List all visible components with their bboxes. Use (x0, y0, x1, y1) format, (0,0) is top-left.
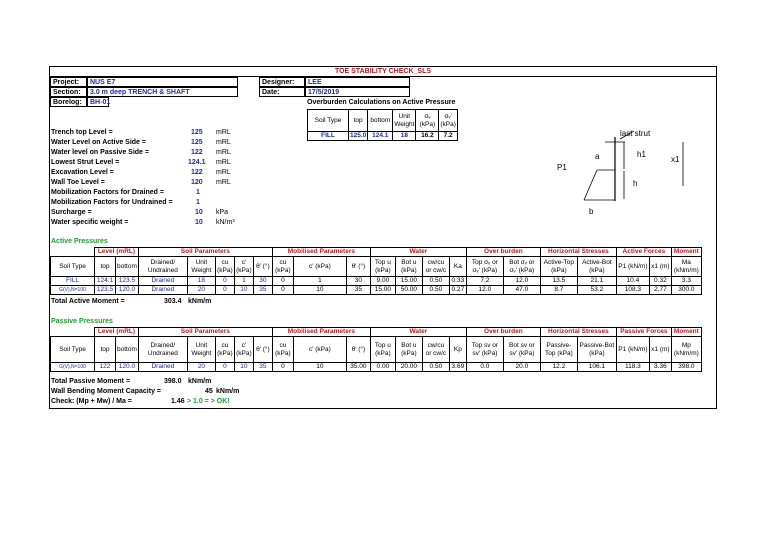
cell: 0.32 (649, 277, 671, 286)
col-header: Bot sv or sv' (kPa) (503, 337, 540, 363)
cell: G(V),N=100 (51, 363, 95, 372)
param-value: 1 (196, 199, 200, 206)
wall-capacity-value: 45 (205, 388, 213, 395)
param-label: Trench top Level = (51, 129, 113, 136)
cell: 3.3 (671, 277, 701, 286)
last-strut-label: last strut (620, 129, 651, 138)
cell: FILL (51, 277, 95, 286)
col-header: Active-Top (kPa) (540, 257, 577, 277)
group-header: Soil Parameters (138, 248, 272, 257)
b-label: b (589, 207, 594, 216)
cell: 0.0 (466, 363, 503, 372)
cell: 120.0 (116, 286, 139, 295)
param-value: 125 (191, 129, 203, 136)
col-header: Passive-Bot (kPa) (577, 337, 616, 363)
cell: 0 (215, 286, 234, 295)
group-header: Mobilised Parameters (272, 328, 370, 337)
col-header: Active-Bot (kPa) (577, 257, 616, 277)
cell: 108.3 (616, 286, 649, 295)
col-header: c' (kPa) (293, 337, 346, 363)
col-header: Ma (kNm/m) (671, 257, 701, 277)
param-label: Water specific weight = (51, 219, 129, 226)
col-header: cu (kPa) (215, 337, 234, 363)
col-header: Bot u (kPa) (395, 337, 422, 363)
cell: 2.77 (649, 286, 671, 295)
cell: 13.5 (540, 277, 577, 286)
cell: 12.0 (466, 286, 503, 295)
check-value: 1.46 (171, 398, 185, 405)
col-header: c' (kPa) (234, 337, 253, 363)
col-header: top (349, 110, 368, 132)
param-unit: mRL (216, 159, 231, 166)
col-header: σᵥ' (kPa) (439, 110, 458, 132)
param-unit: mRL (216, 139, 231, 146)
col-header: Top u (kPa) (370, 257, 395, 277)
cell: 124.1 (368, 132, 393, 141)
cell: 16.2 (416, 132, 439, 141)
col-header: x1 (m) (649, 337, 671, 363)
group-header: Level (mRL) (95, 248, 139, 257)
h-label: h (633, 179, 638, 188)
col-header: Top u (kPa) (370, 337, 395, 363)
cell: 35.00 (346, 363, 370, 372)
cell: Drained (138, 277, 187, 286)
cell: 0 (215, 363, 234, 372)
cell: 0.50 (422, 286, 449, 295)
col-header: Soil Type (51, 337, 95, 363)
cell: 118.3 (616, 363, 649, 372)
cell: 47.0 (503, 286, 540, 295)
cell: 10.4 (616, 277, 649, 286)
group-header: Moment (671, 248, 701, 257)
col-header: Kp (449, 337, 466, 363)
cell: 0 (272, 286, 293, 295)
cell: 10 (234, 363, 253, 372)
param-value: 125 (191, 139, 203, 146)
col-header: Soil Type (51, 257, 95, 277)
col-header: Unit Weight (187, 337, 215, 363)
cell: 106.1 (577, 363, 616, 372)
cell: 0 (272, 277, 293, 286)
x1-label: x1 (671, 155, 680, 164)
col-header: P1 (kN/m) (616, 337, 649, 363)
col-header: σᵥ (kPa) (416, 110, 439, 132)
passive-section-title: Passive Pressures (51, 318, 113, 325)
cell: 18 (187, 277, 215, 286)
col-header: Bot u (kPa) (395, 257, 422, 277)
col-header: Top sv or sv' (kPa) (466, 337, 503, 363)
section-label: Section: (50, 87, 87, 97)
col-header: c' (kPa) (293, 257, 346, 277)
col-header: θ' (°) (253, 337, 272, 363)
param-unit: mRL (216, 169, 231, 176)
cell: 300.0 (671, 286, 701, 295)
group-header: Soil Parameters (138, 328, 272, 337)
param-label: Mobilization Factors for Undrained = (51, 199, 173, 206)
group-header: Water (370, 248, 466, 257)
param-value: 10 (195, 209, 203, 216)
cell: 21.1 (577, 277, 616, 286)
col-header: P1 (kN/m) (616, 257, 649, 277)
check-result: > 1.0 = > OK! (187, 398, 230, 405)
col-header: x1 (m) (649, 257, 671, 277)
param-unit: kN/m³ (216, 219, 235, 226)
col-header: Drained/ Undrained (138, 337, 187, 363)
cell: 3.69 (449, 363, 466, 372)
param-label: Mobilization Factors for Drained = (51, 189, 164, 196)
cell: 0 (215, 277, 234, 286)
cell: 0.33 (449, 277, 466, 286)
col-header: top (95, 337, 116, 363)
cell: 0.00 (370, 363, 395, 372)
borelog-label: Borelog: (50, 97, 87, 107)
group-header: Moment (671, 328, 701, 337)
cell: 18 (393, 132, 416, 141)
group-header: Over burden (466, 328, 540, 337)
col-header: Drained/ Undrained (138, 257, 187, 277)
col-header: Bot σᵥ or σᵥ' (kPa) (503, 257, 540, 277)
col-header: bottom (368, 110, 393, 132)
cell: 20 (187, 286, 215, 295)
cell: 50.00 (395, 286, 422, 295)
param-value: 120 (191, 179, 203, 186)
total-passive-value: 398.0 (164, 378, 182, 385)
cell: 0.50 (422, 277, 449, 286)
group-header: Active Forces (616, 248, 671, 257)
cell: 123.5 (116, 277, 139, 286)
group-header: Level (mRL) (95, 328, 139, 337)
col-header: cu (kPa) (272, 337, 293, 363)
cell: 0 (272, 363, 293, 372)
active-table (50, 247, 702, 295)
calculation-sheet (49, 66, 717, 409)
param-unit: mRL (216, 149, 231, 156)
col-header: Top σᵥ or σᵥ' (kPa) (466, 257, 503, 277)
col-header: θ' (°) (346, 257, 370, 277)
param-value: 1 (196, 189, 200, 196)
cell: 125.0 (350, 132, 367, 139)
overburden-title: Overburden Calculations on Active Pressure (307, 99, 456, 106)
date-label: Date: (259, 87, 305, 97)
cell: 30 (346, 277, 370, 286)
section-value: 3.0 m deep TRENCH & SHAFT (87, 87, 238, 97)
cell: 1 (293, 277, 346, 286)
param-value: 124.1 (188, 159, 206, 166)
cell: 35 (253, 286, 272, 295)
cell: 0.27 (449, 286, 466, 295)
check-label: Check: (Mp + Mw) / Ma = (51, 398, 132, 405)
cell: 122 (95, 363, 116, 372)
param-unit: mRL (216, 129, 231, 136)
param-value: 122 (191, 149, 203, 156)
cell: 15.00 (370, 286, 395, 295)
col-header: bottom (116, 257, 139, 277)
total-active-value: 303.4 (164, 298, 182, 305)
project-value: NUS E7 (87, 77, 238, 87)
group-header: Water (370, 328, 466, 337)
cell: 8.7 (540, 286, 577, 295)
col-header: Passive-Top (kPa) (540, 337, 577, 363)
cell: 3.36 (649, 363, 671, 372)
wall-capacity-label: Wall Bending Moment Capacity = (51, 388, 162, 395)
passive-table (50, 327, 702, 372)
h1-label: h1 (637, 150, 646, 159)
cell: 35 (253, 363, 272, 372)
cell: 10 (293, 363, 346, 372)
cell: 30 (253, 277, 272, 286)
cell: G(V),N=100 (51, 286, 95, 295)
param-label: Excavation Level = (51, 169, 114, 176)
param-label: Water Level on Active Side = (51, 139, 146, 146)
cell: Drained (138, 363, 187, 372)
param-label: Water level on Passive Side = (51, 149, 149, 156)
cell: 10 (293, 286, 346, 295)
param-label: Surcharge = (51, 209, 92, 216)
cell: 35 (346, 286, 370, 295)
cell: 53.2 (577, 286, 616, 295)
date-value: 17/5/2019 (305, 87, 410, 97)
group-header: Passive Forces (616, 328, 671, 337)
total-active-unit: kNm/m (188, 298, 212, 305)
col-header: Soil Type (308, 110, 349, 132)
cell: 120.0 (116, 363, 139, 372)
active-section-title: Active Pressures (51, 238, 108, 245)
cell: 12.2 (540, 363, 577, 372)
group-header: Horizontal Stresses (540, 328, 616, 337)
cell: 7.2 (439, 132, 458, 141)
cell: 398.0 (671, 363, 701, 372)
param-label: Lowest Strut Level = (51, 159, 120, 166)
param-unit: kPa (216, 209, 229, 216)
total-passive-label: Total Passive Moment = (51, 378, 131, 385)
col-header: Mp (kNm/m) (671, 337, 701, 363)
col-header: top (95, 257, 116, 277)
overburden-table (307, 109, 458, 141)
borelog-value: BH-01 (87, 97, 109, 107)
cell: 9.00 (370, 277, 395, 286)
group-header: Horizontal Stresses (540, 248, 616, 257)
param-label: Wall Toe Level = (51, 179, 105, 186)
wall-diagram (520, 123, 700, 213)
col-header: Unit Weight (393, 110, 416, 132)
col-header: cu (kPa) (215, 257, 234, 277)
param-unit: mRL (216, 179, 231, 186)
col-header: θ' (°) (253, 257, 272, 277)
pressure-slope (584, 170, 597, 200)
cell: Drained (138, 286, 187, 295)
col-header: cu (kPa) (272, 257, 293, 277)
p1-label: P1 (557, 163, 567, 172)
param-value: 122 (191, 169, 203, 176)
total-active-label: Total Active Moment = (51, 298, 125, 305)
cell: 124.1 (95, 277, 116, 286)
cell: 20.00 (395, 363, 422, 372)
cell: 123.5 (95, 286, 116, 295)
col-header: c' (kPa) (234, 257, 253, 277)
total-passive-unit: kNm/m (188, 378, 212, 385)
sheet-title: TOE STABILITY CHECK_SLS (50, 67, 716, 77)
cell: 20.0 (503, 363, 540, 372)
cell: 20 (187, 363, 215, 372)
cell: 12.0 (503, 277, 540, 286)
col-header: cw/cu or cw/c (422, 337, 449, 363)
cell: 15.00 (395, 277, 422, 286)
group-header: Mobilised Parameters (272, 248, 370, 257)
designer-label: Designer: (259, 77, 305, 87)
col-header: θ' (°) (346, 337, 370, 363)
col-header: Unit Weight (187, 257, 215, 277)
wall-capacity-unit: kNm/m (216, 388, 240, 395)
col-header: Ka (449, 257, 466, 277)
cell: 7.2 (466, 277, 503, 286)
project-label: Project: (50, 77, 87, 87)
a-label: a (595, 152, 600, 161)
cell: 1 (234, 277, 253, 286)
group-header: Over burden (466, 248, 540, 257)
col-header: cw/cu or cw/c (422, 257, 449, 277)
designer-value: LEE (305, 77, 410, 87)
cell: 10 (234, 286, 253, 295)
col-header: bottom (116, 337, 139, 363)
cell: FILL (308, 132, 349, 141)
cell: 0.50 (422, 363, 449, 372)
param-value: 10 (195, 219, 203, 226)
